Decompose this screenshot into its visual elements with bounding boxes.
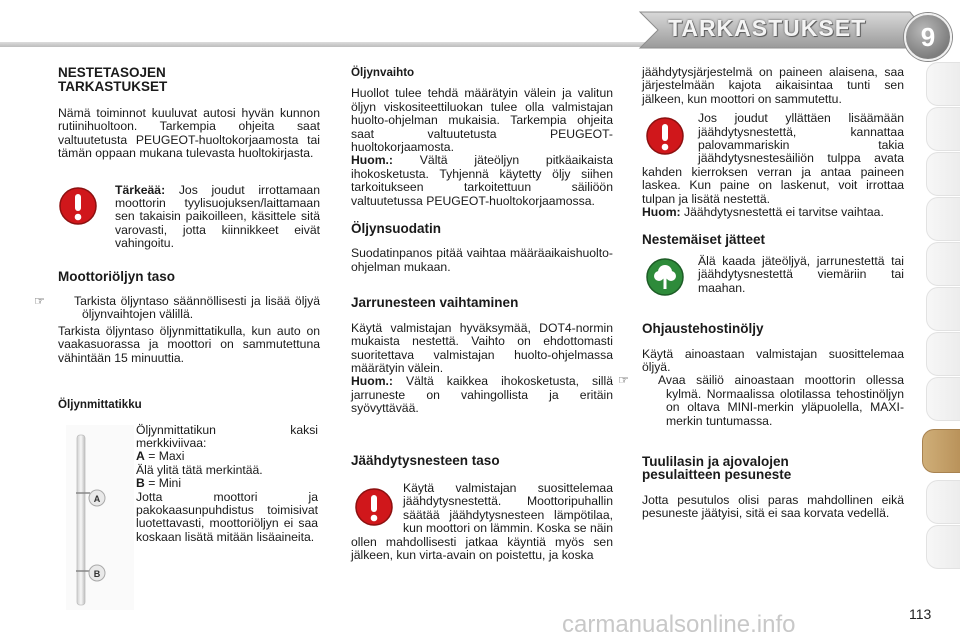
body-text: Suodatinpanos pitää vaihtaa määräaikaishuolto-ohjelman mukaan. <box>351 246 613 274</box>
chapter-tab[interactable] <box>926 242 960 286</box>
chapter-tab[interactable] <box>926 197 960 241</box>
mark-b-note: Jotta moottori ja pakokaasunpuhdistus toimisivat luotettavasti, moottoriöljyn ei saa koskaan lisätä mitään lisäaineita. <box>136 489 318 544</box>
coolant-text: Käytä valmistajan suosittelemaa jäähdytysnestettä. Moottoripuhallin säätää jäähdytysnesteen lämpötilaa, kun moottori on lämmin. Koska se näin ollen mahdollisesti jatkaa käyntiä myös sen jälkeen, kun virta-avain on poistettu, ja koska <box>351 480 613 562</box>
bullet-text: Tarkista öljyntaso säännöllisesti ja lisää öljyä öljynvaihtojen välillä. <box>74 294 320 322</box>
section-heading: pesulaitteen pesuneste <box>642 467 792 483</box>
note-text: Vältä kaikkea ihokosketusta, sillä jarruneste on vahingollista ja eritäin syövyttävää. <box>351 374 613 416</box>
page-title: TARKASTUKSET <box>668 15 867 41</box>
dipstick-illustration <box>60 425 140 610</box>
mark-b-value: = Mini <box>144 476 182 491</box>
coolant-warning-text: Jos joudut yllättäen lisäämään jäähdytysnestettä, kannattaa palovammariskin takia jäähdytysnestesäiliön tulppa avata kahden kierroksen verran ja antaa paineen laskea. Kun paine on laskenut, voit irrottaa tulpan ja lisätä nestettä. <box>642 111 904 206</box>
intro-text: Nämä toiminnot kuuluvat autosi hyvän kunnon rutiinihuoltoon. Tarkempia ohjeita saat valtuutetusta PEUGEOT-huoltokorjaamosta tai tämän oppaan mukana tulevasta huoltokirjasta. <box>58 106 320 161</box>
page-number: 113 <box>909 606 932 622</box>
column-3 <box>618 65 904 521</box>
chapter-tab[interactable] <box>926 332 960 376</box>
note-label: Huom.: <box>351 374 393 389</box>
important-note <box>58 184 320 251</box>
mark-a-note: Älä ylitä tätä merkintää. <box>136 462 263 477</box>
important-text: Jos joudut irrottamaan moottorin tyylisuojuksen/laittamaan sen takaisin paikoilleen, käsittele sitä varovasti, jotta kiinnikkeet eivät vahingoitu. <box>115 182 320 251</box>
bullet-item <box>34 294 320 322</box>
exclamation-warning-icon <box>58 186 98 226</box>
section-heading: Nestemäiset jätteet <box>642 232 766 248</box>
note-text: Vältä jäteöljyn pitkäaikaista ihokosketusta. Tyhjennä käytetty öljy siihen tarkoitukseen tarkoitettuun säiliöön valtuutetussa PEUGEOT-huoltokorjaamossa. <box>351 153 613 208</box>
section-heading: Öljynsuodatin <box>351 221 442 237</box>
chapter-tabs <box>926 62 960 602</box>
note-label: Huom.: <box>351 153 393 168</box>
chapter-tab[interactable] <box>926 152 960 196</box>
mark-a-value: = Maxi <box>144 449 185 464</box>
body-text: Jotta pesutulos olisi paras mahdollinen eikä pesuneste jäätyisi, sitä ei saa korvata vedellä. <box>642 492 904 521</box>
important-label: Tärkeää: <box>115 182 166 197</box>
body-text: Käytä valmistajan hyväksymää, DOT4-normin mukaista nestettä. Vaihto on ehdottomasti suoritettava valmistajan huolto-ohjelmassa määrätyin välein. <box>351 320 613 375</box>
section-heading: NESTETASOJEN <box>58 65 166 80</box>
bullet-hand-icon: ☞ <box>34 294 45 309</box>
section-heading: Ohjaustehostinöljy <box>642 321 764 337</box>
chapter-tab[interactable] <box>926 287 960 331</box>
exclamation-warning-icon <box>645 116 685 156</box>
chapter-number: 9 <box>920 22 936 52</box>
section-heading: Jarrunesteen vaihtaminen <box>351 295 519 311</box>
section-heading: Moottoriöljyn taso <box>58 268 175 284</box>
mark-a-label: A <box>136 449 145 464</box>
exclamation-warning-icon <box>354 487 394 527</box>
section-heading: Öljynmittatikku <box>58 398 142 412</box>
section-heading: Jäähdytysnesteen taso <box>351 452 500 468</box>
waste-note <box>642 255 904 295</box>
bullet-hand-icon: ☞ <box>618 373 629 388</box>
column-2 <box>351 66 613 562</box>
body-text: Öljynmittatikun kaksi merkkiviivaa: <box>136 422 318 450</box>
coolant-caution <box>642 112 904 206</box>
chapter-tab[interactable] <box>926 525 960 569</box>
chapter-tab[interactable] <box>926 480 960 524</box>
chapter-tab[interactable] <box>926 62 960 106</box>
section-heading: Tuulilasin ja ajovalojen <box>642 453 789 469</box>
watermark: carmanualsonline.info <box>562 611 796 638</box>
note-label: Huom: <box>642 205 681 220</box>
body-text: Älä kaada jäteöljyä, jarrunestettä tai jäähdytysnestettä viemäriin tai maahan. <box>698 253 904 295</box>
body-text: Huollot tulee tehdä määrätyin välein ja valitun öljyn viskositeettiluokan tulee olla valmistajan huolto-ohjelman mukaisia. Tarkempia ohjeita saat valtuutetusta PEUGEOT-huoltokorjaamosta. <box>351 86 613 155</box>
section-heading: Öljynvaihto <box>351 66 415 79</box>
mark-b-label: B <box>136 476 145 491</box>
body-text: Käytä ainoastaan valmistajan suosittelemaa öljyä. <box>642 346 904 374</box>
tree-eco-icon <box>645 257 685 297</box>
dipstick-description <box>136 424 318 545</box>
bullet-text: Avaa säiliö ainoastaan moottorin ollessa kylmä. Normaalissa olotilassa tehostinöljyn on oltava MINI-merkin yläpuolella, MAXI-merkin tuntumassa. <box>658 373 904 428</box>
body-text: Tarkista öljyntaso öljynmittatikulla, kun auto on vaakasuorassa ja moottori on sammutettuna vähintään 15 minuuttia. <box>58 323 320 365</box>
section-heading: TARKASTUKSET <box>58 79 168 94</box>
chapter-badge-icon <box>904 13 952 61</box>
chapter-tab[interactable] <box>926 377 960 421</box>
gauge-label-a: A <box>93 494 101 504</box>
chapter-tab[interactable] <box>926 107 960 151</box>
bullet-item <box>618 373 904 428</box>
chapter-tab-active[interactable] <box>922 429 960 473</box>
coolant-warning <box>351 482 613 562</box>
body-text: jäähdytysjärjestelmä on paineen alaisena, saa järjestelmään kajota aikaisintaa tunti sen jälkeen, kun moottori on sammutettu. <box>642 65 904 106</box>
note-text: Jäähdytysnestettä ei tarvitse vaihtaa. <box>680 205 884 220</box>
gauge-label-b: B <box>93 569 101 579</box>
